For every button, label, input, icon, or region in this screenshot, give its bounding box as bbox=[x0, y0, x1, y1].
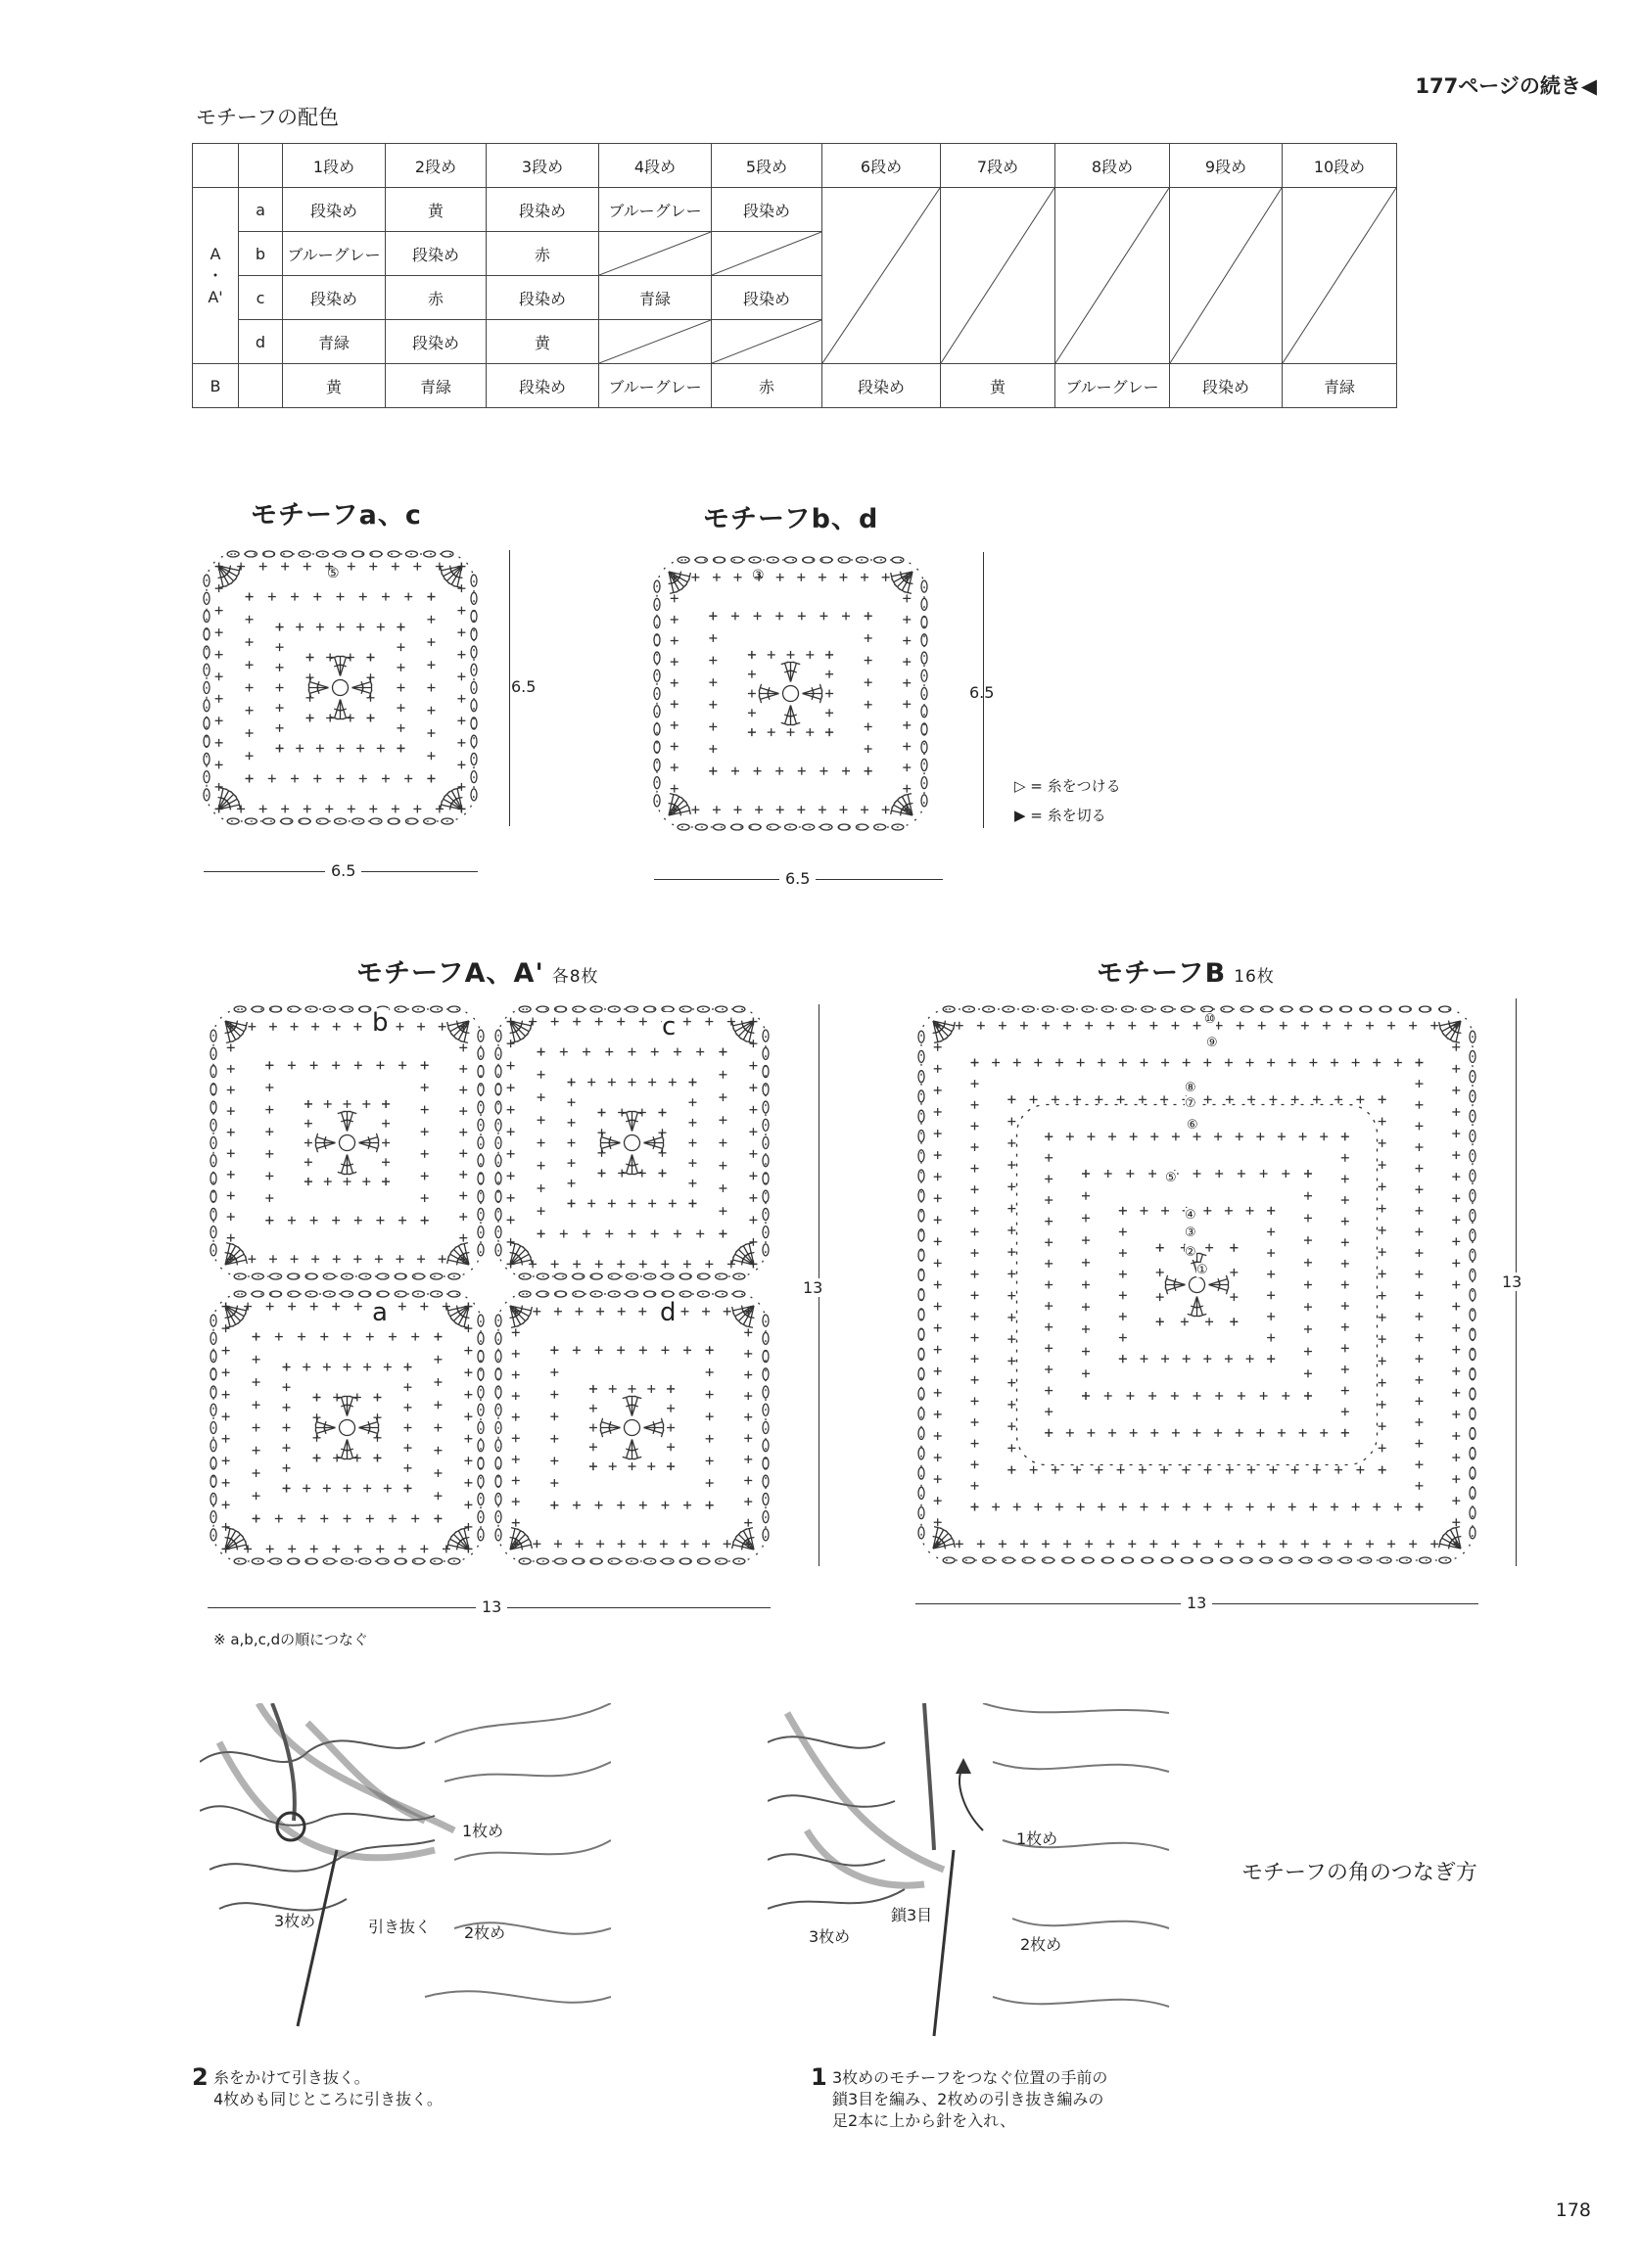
join-order-note: ※ a,b,c,dの順につなぐ bbox=[213, 1631, 368, 1648]
join-section-title: モチーフの角のつなぎ方 bbox=[1241, 1861, 1477, 1885]
col-header: 1段め bbox=[283, 144, 386, 188]
motif-B-title bbox=[1097, 951, 1275, 990]
motif-ac-width: 6.5 bbox=[325, 861, 361, 880]
motif-bd-width: 6.5 bbox=[779, 869, 816, 888]
motif-A-title bbox=[356, 951, 599, 990]
step-2-line: 糸をかけて引き抜く。 bbox=[213, 2068, 370, 2087]
row-key: d bbox=[239, 320, 283, 364]
table-cell: 段染め bbox=[487, 188, 599, 232]
table-cell: 段染め bbox=[386, 320, 487, 364]
empty-cell bbox=[599, 232, 712, 276]
illus2-label-2: 2枚め bbox=[464, 1923, 506, 1942]
motif-B-diagram bbox=[915, 1003, 1478, 1566]
table-cell: 段染め bbox=[283, 188, 386, 232]
round-label: ⑦ bbox=[1185, 1096, 1196, 1111]
dimension-line bbox=[509, 550, 510, 826]
col-header: 5段め bbox=[712, 144, 822, 188]
empty-cell bbox=[941, 188, 1055, 364]
motif-A-title-text: モチーフA、A' bbox=[356, 958, 544, 989]
round-label: ④ bbox=[1185, 1208, 1196, 1223]
motif-A-diagram-b bbox=[208, 1003, 487, 1282]
round-label: ⑩ bbox=[1204, 1012, 1216, 1027]
table-cell: 青緑 bbox=[1283, 364, 1397, 408]
table-cell: 段染め bbox=[712, 188, 822, 232]
round-label: ③ bbox=[1185, 1226, 1196, 1240]
join-illustration-step-1 bbox=[768, 1703, 1179, 2046]
round-label: ⑨ bbox=[1206, 1036, 1218, 1050]
motif-B-title-text: モチーフB bbox=[1097, 958, 1227, 989]
group-label bbox=[193, 188, 239, 364]
table-cell: 段染め bbox=[487, 276, 599, 320]
illus1-label-2: 2枚め bbox=[1020, 1935, 1062, 1954]
table-cell: 段染め bbox=[386, 232, 487, 276]
table-cell: ブルーグレー bbox=[599, 188, 712, 232]
col-header: 7段め bbox=[941, 144, 1055, 188]
table-cell: 赤 bbox=[487, 232, 599, 276]
group-label-dot: ・ bbox=[207, 265, 223, 285]
step-1-text bbox=[832, 2067, 1107, 2132]
table-cell: 段染め bbox=[283, 276, 386, 320]
illus2-action: 引き抜く bbox=[368, 1918, 432, 1936]
step-number: 2 bbox=[192, 2063, 209, 2091]
row-key: a bbox=[239, 188, 283, 232]
motif-label-d: d bbox=[660, 1298, 677, 1327]
motif-label-b: b bbox=[372, 1008, 389, 1038]
col-header: 8段め bbox=[1055, 144, 1170, 188]
table-cell: 青緑 bbox=[283, 320, 386, 364]
table-cell: 赤 bbox=[712, 364, 822, 408]
motif-bd-diagram bbox=[651, 554, 930, 833]
empty-cell bbox=[822, 188, 941, 364]
table-cell: 赤 bbox=[386, 276, 487, 320]
empty-cell bbox=[1170, 188, 1283, 364]
row-key: B bbox=[193, 364, 239, 408]
step-2-text bbox=[213, 2067, 443, 2110]
illus1-label-1: 1枚め bbox=[1016, 1829, 1058, 1848]
motif-ac-title: モチーフa、c bbox=[251, 500, 422, 531]
col-header: 6段め bbox=[822, 144, 941, 188]
legend-cut: ▶ = 糸を切る bbox=[1014, 807, 1106, 824]
step-2-line: 4枚めも同じところに引き抜く。 bbox=[213, 2090, 443, 2108]
row-key: c bbox=[239, 276, 283, 320]
round-label: ② bbox=[1185, 1245, 1196, 1260]
join-illustration-step-2 bbox=[200, 1703, 611, 2036]
table-cell: 青緑 bbox=[599, 276, 712, 320]
continued-note: 177ページの続き◀ bbox=[1415, 74, 1597, 98]
empty-cell bbox=[712, 232, 822, 276]
table-cell: 段染め bbox=[822, 364, 941, 408]
empty-cell bbox=[599, 320, 712, 364]
table-cell: 黄 bbox=[283, 364, 386, 408]
col-header: 4段め bbox=[599, 144, 712, 188]
motif-A-count: 各8枚 bbox=[551, 967, 599, 987]
motif-A-diagram-a bbox=[208, 1288, 487, 1567]
table-cell: 段染め bbox=[712, 276, 822, 320]
table-cell: 段染め bbox=[487, 364, 599, 408]
motif-A-diagram-d bbox=[492, 1288, 772, 1567]
illus2-label-3: 3枚め bbox=[274, 1912, 316, 1930]
table-cell: ブルーグレー bbox=[283, 232, 386, 276]
motif-ac-height: 6.5 bbox=[511, 677, 537, 696]
motif-B-height: 13 bbox=[1502, 1273, 1522, 1291]
group-label-a2: A' bbox=[208, 287, 223, 306]
illus1-label-3: 3枚め bbox=[809, 1927, 851, 1946]
color-table-title: モチーフの配色 bbox=[196, 106, 339, 129]
round-label: ③ bbox=[752, 568, 765, 583]
table-cell: 黄 bbox=[487, 320, 599, 364]
table-cell: 段染め bbox=[1170, 364, 1283, 408]
motif-label-c: c bbox=[662, 1012, 677, 1041]
motif-B-count: 16枚 bbox=[1234, 967, 1275, 987]
empty-cell bbox=[1055, 188, 1170, 364]
col-header: 9段め bbox=[1170, 144, 1283, 188]
illus2-label-1: 1枚め bbox=[462, 1822, 504, 1840]
table-cell: ブルーグレー bbox=[1055, 364, 1170, 408]
table-cell: ブルーグレー bbox=[599, 364, 712, 408]
round-label: ① bbox=[1196, 1263, 1208, 1277]
illus1-action: 鎖3目 bbox=[891, 1906, 933, 1924]
step-number: 1 bbox=[811, 2063, 827, 2091]
motif-ac-diagram bbox=[201, 548, 480, 827]
round-label: ⑥ bbox=[1187, 1118, 1198, 1133]
col-header: 2段め bbox=[386, 144, 487, 188]
table-cell: 青緑 bbox=[386, 364, 487, 408]
motif-B-width: 13 bbox=[1181, 1594, 1212, 1612]
motif-bd-height: 6.5 bbox=[969, 683, 995, 702]
color-table bbox=[192, 143, 1397, 408]
group-label-a: A bbox=[210, 244, 221, 263]
row-key: b bbox=[239, 232, 283, 276]
page-number: 178 bbox=[1555, 2199, 1591, 2221]
step-1-line: 足2本に上から針を入れ、 bbox=[832, 2111, 1016, 2130]
legend-attach: ▷ = 糸をつける bbox=[1014, 777, 1121, 795]
table-cell: 黄 bbox=[941, 364, 1055, 408]
motif-A-width: 13 bbox=[476, 1597, 507, 1616]
motif-bd-title: モチーフb、d bbox=[703, 504, 879, 534]
step-1-line: 鎖3目を編み、2枚めの引き抜き編みの bbox=[832, 2090, 1104, 2108]
motif-label-a: a bbox=[372, 1298, 388, 1327]
motif-A-height: 13 bbox=[803, 1278, 823, 1297]
col-header: 3段め bbox=[487, 144, 599, 188]
round-label: ⑤ bbox=[327, 566, 340, 581]
empty-cell bbox=[1283, 188, 1397, 364]
motif-A-diagram-c bbox=[492, 1003, 772, 1282]
col-header: 10段め bbox=[1283, 144, 1397, 188]
round-label: ⑧ bbox=[1185, 1081, 1196, 1095]
table-cell: 黄 bbox=[386, 188, 487, 232]
round-label: ⑤ bbox=[1165, 1171, 1177, 1185]
step-1-line: 3枚めのモチーフをつなぐ位置の手前の bbox=[832, 2068, 1108, 2087]
empty-cell bbox=[712, 320, 822, 364]
